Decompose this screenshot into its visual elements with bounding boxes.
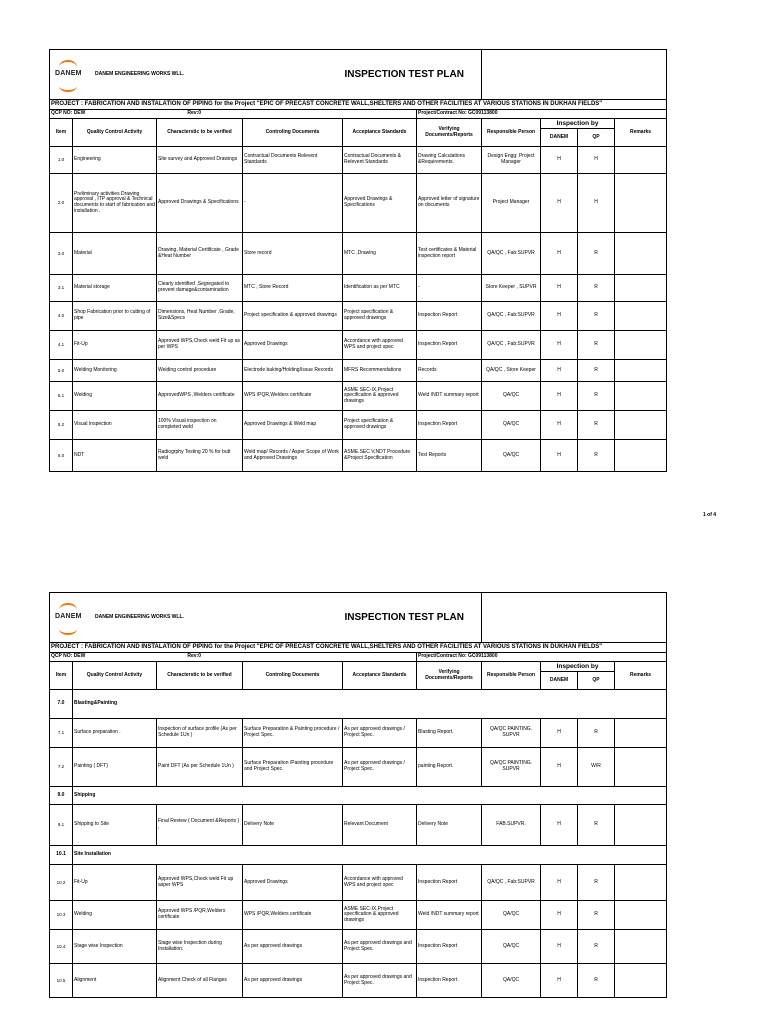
cell-item: 10.2 [50, 865, 73, 901]
cell-qp: R [578, 275, 615, 302]
cell-controlling: MTC , Store Record [243, 275, 343, 302]
cell-danem: H [541, 930, 578, 964]
cell-acceptance: As per approved drawings and Project Spec. [343, 930, 417, 964]
cell-qp: W/R [578, 748, 615, 787]
page-number: 1 of 4 [703, 512, 717, 518]
column-header-row-1 [50, 662, 667, 672]
cell-responsible: FAB.SUPVR. [482, 805, 541, 846]
cell-acceptance: As per approved drawings / Project Spec. [343, 719, 417, 748]
cell-controlling: WPS /PQR,Welders certificate [243, 901, 343, 930]
column-header-row-1 [50, 119, 667, 129]
company-name: DANEM ENGINEERING WORKS WLL. [95, 70, 184, 77]
section-heading: Site Installation [73, 846, 667, 865]
table-body-page-2 [50, 690, 667, 998]
cell-danem: H [541, 360, 578, 382]
col-acceptance: Acceptance Standards [343, 119, 417, 147]
cell-activity: Preliminary activities Drawing approval , ITP approval & Technical documents to start of fabrication and installation . [73, 174, 157, 233]
cell-responsible: QA/QC , Fab:SUPVR [482, 331, 541, 360]
cell-item: 10.3 [50, 901, 73, 930]
col-remarks: Remarks [615, 662, 667, 690]
cell-remarks [615, 964, 667, 998]
cell-acceptance: Contractual Documents & Relevent Standards [343, 147, 417, 174]
col-danem: DANEM [541, 129, 578, 147]
cell-acceptance: ASME SEC-IX,Project specification & approved drawings [343, 901, 417, 930]
cell-item: 2.0 [50, 174, 73, 233]
cell-characteristic: Inspection of surface profile (As per Schedule 1Un ) [157, 719, 243, 748]
cell-characteristic: Stage wise Inspection during Installation. [157, 930, 243, 964]
cell-acceptance: ASME SEC-IX,Project specification & approved drawings [343, 382, 417, 411]
cell-responsible: QA/QC , Store Keeper [482, 360, 541, 382]
table-row [50, 964, 667, 998]
cell-controlling: Approved Drawings [243, 865, 343, 901]
cell-controlling: Contractual Documents Relevent Standards [243, 147, 343, 174]
section-heading: Blasting&Painting [73, 690, 667, 719]
cell-item: 3.0 [50, 233, 73, 275]
cell-item: 9.0 [50, 787, 73, 805]
cell-responsible: QA/QC , Fab:SUPVR [482, 233, 541, 275]
table-row [50, 147, 667, 174]
cell-responsible: QA/QC [482, 930, 541, 964]
cell-characteristic: Radiogrphy Testing 20 % for butt weld [157, 440, 243, 472]
cell-remarks [615, 805, 667, 846]
col-characteristic: Characterstic to be verified [157, 662, 243, 690]
cell-verifying: Inspection Report [417, 930, 482, 964]
cell-activity: Welding Monitoring [73, 360, 157, 382]
cell-responsible: QA/QC [482, 382, 541, 411]
col-controlling: Controling Documents [243, 119, 343, 147]
revision: Rev:0 [187, 110, 201, 117]
table-row [50, 787, 667, 805]
project-row [50, 100, 667, 110]
cell-controlling: Approved Drawings & Weld map [243, 411, 343, 440]
cell-acceptance: Accordance with approved WPS and project spec [343, 331, 417, 360]
cell-item: 7.0 [50, 690, 73, 719]
document-title: INSPECTION TEST PLAN [343, 593, 482, 643]
cell-verifying: Inspection Report [417, 411, 482, 440]
col-danem: DANEM [541, 672, 578, 690]
cell-acceptance: MTC ,Drawing [343, 233, 417, 275]
table-row [50, 440, 667, 472]
cell-item: 7.1 [50, 719, 73, 748]
col-characteristic: Characterstic to be verified [157, 119, 243, 147]
header-row [50, 593, 667, 643]
cell-responsible: Project Manager [482, 174, 541, 233]
col-activity: Quality Control Activity [73, 119, 157, 147]
cell-characteristic: Clearly identified ,Segregated to prevent damage&contamination [157, 275, 243, 302]
table-row [50, 331, 667, 360]
cell-responsible: QA/QC [482, 440, 541, 472]
col-qp: QP [578, 672, 615, 690]
cell-verifying: painting Report. [417, 748, 482, 787]
cell-verifying: Blasting Report. [417, 719, 482, 748]
cell-characteristic: Welding control procedure [157, 360, 243, 382]
col-acceptance: Acceptance Standards [343, 662, 417, 690]
qcp-row [50, 110, 667, 119]
col-controlling: Controling Documents [243, 662, 343, 690]
cell-danem: H [541, 719, 578, 748]
cell-controlling: Electrode baking/Holding/Issue Records [243, 360, 343, 382]
cell-danem: H [541, 174, 578, 233]
cell-controlling: - [243, 174, 343, 233]
cell-remarks [615, 275, 667, 302]
revision: Rev:0 [187, 653, 201, 660]
cell-remarks [615, 440, 667, 472]
cell-characteristic: Approved WPS,Check weld Fit up as per WPS [157, 331, 243, 360]
cell-qp: R [578, 930, 615, 964]
cell-activity: Material storage [73, 275, 157, 302]
cell-qp: R [578, 360, 615, 382]
cell-controlling: Project specification & approved drawings [243, 302, 343, 331]
cell-remarks [615, 233, 667, 275]
cell-verifying: Test certificates & Material inspection report [417, 233, 482, 275]
col-inspection-by: Inspection by [541, 662, 615, 672]
cell-activity: Welding [73, 901, 157, 930]
cell-controlling: Approved Drawings [243, 331, 343, 360]
cell-acceptance: Approved Drawings & Specifications [343, 174, 417, 233]
cell-activity: Shipping to Site [73, 805, 157, 846]
cell-characteristic: Approved WPS,Check weld Fit up asper WPS [157, 865, 243, 901]
cell-characteristic: Approved WPS /PQR,Welders certificate [157, 901, 243, 930]
table-row [50, 302, 667, 331]
col-verifying: Verifying Documents/Reports [417, 119, 482, 147]
cell-danem: H [541, 748, 578, 787]
cell-item: 4.0 [50, 302, 73, 331]
cell-danem: H [541, 331, 578, 360]
qcp-number: QCP NO: DEW [51, 110, 86, 117]
cell-remarks [615, 382, 667, 411]
cell-item: 3.1 [50, 275, 73, 302]
cell-item: 5.2 [50, 411, 73, 440]
col-inspection-by: Inspection by [541, 119, 615, 129]
cell-acceptance: Project specification & approved drawings [343, 302, 417, 331]
cell-danem: H [541, 411, 578, 440]
table-row [50, 719, 667, 748]
cell-verifying: Test Reports [417, 440, 482, 472]
cell-danem: H [541, 302, 578, 331]
cell-qp: R [578, 964, 615, 998]
header-row [50, 50, 667, 100]
section-heading: Shipping [73, 787, 667, 805]
contract-number: Project/Contract No: GC09113800 [417, 653, 667, 662]
cell-verifying: Records [417, 360, 482, 382]
cell-acceptance: Relevant Document [343, 805, 417, 846]
project-row [50, 643, 667, 653]
cell-qp: R [578, 901, 615, 930]
qcp-number: QCP NO: DEW [51, 653, 86, 660]
itp-table-page-2 [49, 592, 667, 998]
cell-responsible: QA/QC PAINTING. SUPVR [482, 719, 541, 748]
itp-sheet-page-1 [49, 49, 666, 472]
cell-verifying: Weld /NDT summary report [417, 901, 482, 930]
cell-qp: H [578, 147, 615, 174]
project-description: PROJECT : FABRICATION AND INSTALATION OF PIPING for the Project "EPIC OF PRECAST CONCRETE WALL,SHELTERS AND OTHER FACILITIES AT VARIOUS STATIONS IN DUKHAN FIELDS" [50, 100, 667, 110]
cell-activity: Alignment [73, 964, 157, 998]
col-responsible: Responsible Person [482, 119, 541, 147]
cell-remarks [615, 174, 667, 233]
cell-responsible: QA/QC PAINTING. SUPVR [482, 748, 541, 787]
cell-qp: R [578, 382, 615, 411]
cell-verifying: Inspection Report [417, 964, 482, 998]
cell-verifying: Weld /NDT summary report [417, 382, 482, 411]
cell-qp: R [578, 440, 615, 472]
cell-remarks [615, 302, 667, 331]
cell-acceptance: Accordance with approved WPS and project spec [343, 865, 417, 901]
cell-controlling: Store record [243, 233, 343, 275]
cell-qp: H [578, 174, 615, 233]
col-activity: Quality Control Activity [73, 662, 157, 690]
cell-characteristic: ApprovedWPS ,Welders certificate [157, 382, 243, 411]
company-name: DANEM ENGINEERING WORKS WLL. [95, 613, 184, 620]
cell-activity: NDT [73, 440, 157, 472]
cell-item: 10.4 [50, 930, 73, 964]
table-row [50, 901, 667, 930]
col-qp: QP [578, 129, 615, 147]
cell-item: 10.5 [50, 964, 73, 998]
cell-danem: H [541, 233, 578, 275]
cell-activity: Welding [73, 382, 157, 411]
danem-logo: DANEM [55, 60, 81, 90]
cell-activity: Stage wise Inspection [73, 930, 157, 964]
table-row [50, 805, 667, 846]
cell-remarks [615, 147, 667, 174]
cell-characteristic: Paint DFT (As per Schedule 1Un ) [157, 748, 243, 787]
table-row [50, 360, 667, 382]
cell-danem: H [541, 901, 578, 930]
cell-responsible: QA/QC [482, 411, 541, 440]
cell-responsible: QA/QC , Fab:SUPVR [482, 302, 541, 331]
cell-danem: H [541, 865, 578, 901]
cell-remarks [615, 719, 667, 748]
cell-item: 6.0 [50, 440, 73, 472]
table-body-page-1 [50, 147, 667, 472]
cell-verifying: Approved letter of signature on documents [417, 174, 482, 233]
table-row [50, 690, 667, 719]
cell-item: 5.0 [50, 360, 73, 382]
table-row [50, 275, 667, 302]
cell-remarks [615, 901, 667, 930]
table-row [50, 930, 667, 964]
cell-activity: Surface preparation . [73, 719, 157, 748]
cell-responsible: QA/QC [482, 964, 541, 998]
table-row [50, 846, 667, 865]
col-item: Item [50, 119, 73, 147]
cell-acceptance: As per approved drawings and Project Spec. [343, 964, 417, 998]
cell-characteristic: Approved Drawings & Specifications [157, 174, 243, 233]
cell-characteristic: Drawing, Material Certificate , Grade &Heat Number [157, 233, 243, 275]
cell-activity: Shop Fabrication prior to cutting of pipe [73, 302, 157, 331]
cell-qp: R [578, 805, 615, 846]
cell-controlling: Surface Preparation & Painting procedure / Project Spec. [243, 719, 343, 748]
cell-activity: Painting ( DFT) [73, 748, 157, 787]
cell-responsible: QA/QC , Fab:SUPVR [482, 865, 541, 901]
document-title: INSPECTION TEST PLAN [343, 50, 482, 100]
cell-verifying: Drawing Calculations &Requirements. [417, 147, 482, 174]
cell-verifying: Inspection Report [417, 865, 482, 901]
cell-controlling: Delivery Note [243, 805, 343, 846]
cell-qp: R [578, 865, 615, 901]
cell-acceptance: Project specification & approved drawings [343, 411, 417, 440]
cell-danem: H [541, 440, 578, 472]
project-description: PROJECT : FABRICATION AND INSTALATION OF PIPING for the Project "EPIC OF PRECAST CONCRETE WALL,SHELTERS AND OTHER FACILITIES AT VARIOUS STATIONS IN DUKHAN FIELDS" [50, 643, 667, 653]
cell-remarks [615, 865, 667, 901]
cell-controlling: Surface Preparation /Painting procedure and Project Spec. [243, 748, 343, 787]
cell-item: 7.2 [50, 748, 73, 787]
cell-remarks [615, 748, 667, 787]
cell-responsible: QA/QC [482, 901, 541, 930]
cell-activity: Fit-Up [73, 331, 157, 360]
cell-activity: Engineering [73, 147, 157, 174]
cell-remarks [615, 360, 667, 382]
table-row [50, 748, 667, 787]
col-remarks: Remarks [615, 119, 667, 147]
cell-characteristic: Alignment Check of all Flanges [157, 964, 243, 998]
cell-characteristic: 100% Visual inspection on completed weld [157, 411, 243, 440]
col-verifying: Verifying Documents/Reports [417, 662, 482, 690]
itp-table-page-1 [49, 49, 667, 472]
cell-qp: R [578, 411, 615, 440]
cell-characteristic: Site survey and Approved Drawings [157, 147, 243, 174]
col-responsible: Responsible Person [482, 662, 541, 690]
cell-activity: Fit-Up [73, 865, 157, 901]
cell-qp: R [578, 302, 615, 331]
cell-acceptance: ASME.SEC V,NDT Procedure &Project Specification [343, 440, 417, 472]
cell-activity: Visual Inspection [73, 411, 157, 440]
table-row [50, 174, 667, 233]
cell-acceptance: MFRS Recommendations [343, 360, 417, 382]
cell-controlling: As per approved drawings [243, 964, 343, 998]
cell-characteristic: Dimensions, Heat Number ,Grade, Size&Specs [157, 302, 243, 331]
table-row [50, 411, 667, 440]
cell-verifying: - [417, 275, 482, 302]
cell-item: 5.1 [50, 382, 73, 411]
cell-remarks [615, 930, 667, 964]
cell-item: 10.1 [50, 846, 73, 865]
cell-activity: Material [73, 233, 157, 275]
cell-qp: R [578, 331, 615, 360]
cell-controlling: Weld map/ Records / Asper Scope of Work and Approved Drawings [243, 440, 343, 472]
cell-characteristic: Final Review ( Document &Reports ) , [157, 805, 243, 846]
cell-danem: H [541, 147, 578, 174]
cell-verifying: Delivery Note [417, 805, 482, 846]
col-item: Item [50, 662, 73, 690]
cell-verifying: Inspection Report [417, 331, 482, 360]
cell-danem: H [541, 275, 578, 302]
cell-item: 4.1 [50, 331, 73, 360]
table-row [50, 233, 667, 275]
danem-logo: DANEM [55, 603, 81, 633]
cell-controlling: WPS /PQR,Welders certificate [243, 382, 343, 411]
cell-qp: R [578, 233, 615, 275]
cell-danem: H [541, 964, 578, 998]
cell-item: 1.0 [50, 147, 73, 174]
cell-acceptance: Identification as per MTC [343, 275, 417, 302]
cell-remarks [615, 411, 667, 440]
cell-responsible: Design Engg: Project Manager [482, 147, 541, 174]
cell-qp: R [578, 719, 615, 748]
table-row [50, 865, 667, 901]
cell-responsible: Store Keeper , SUPVR [482, 275, 541, 302]
cell-danem: H [541, 382, 578, 411]
qcp-row [50, 653, 667, 662]
cell-item: 9.1 [50, 805, 73, 846]
itp-sheet-page-2 [49, 592, 666, 998]
cell-verifying: Inspection Report [417, 302, 482, 331]
table-row [50, 382, 667, 411]
cell-danem: H [541, 805, 578, 846]
cell-acceptance: As per approved drawings / Project Spec. [343, 748, 417, 787]
cell-remarks [615, 331, 667, 360]
cell-controlling: As per approved drawings [243, 930, 343, 964]
contract-number: Project/Contract No: GC09113800 [417, 110, 667, 119]
